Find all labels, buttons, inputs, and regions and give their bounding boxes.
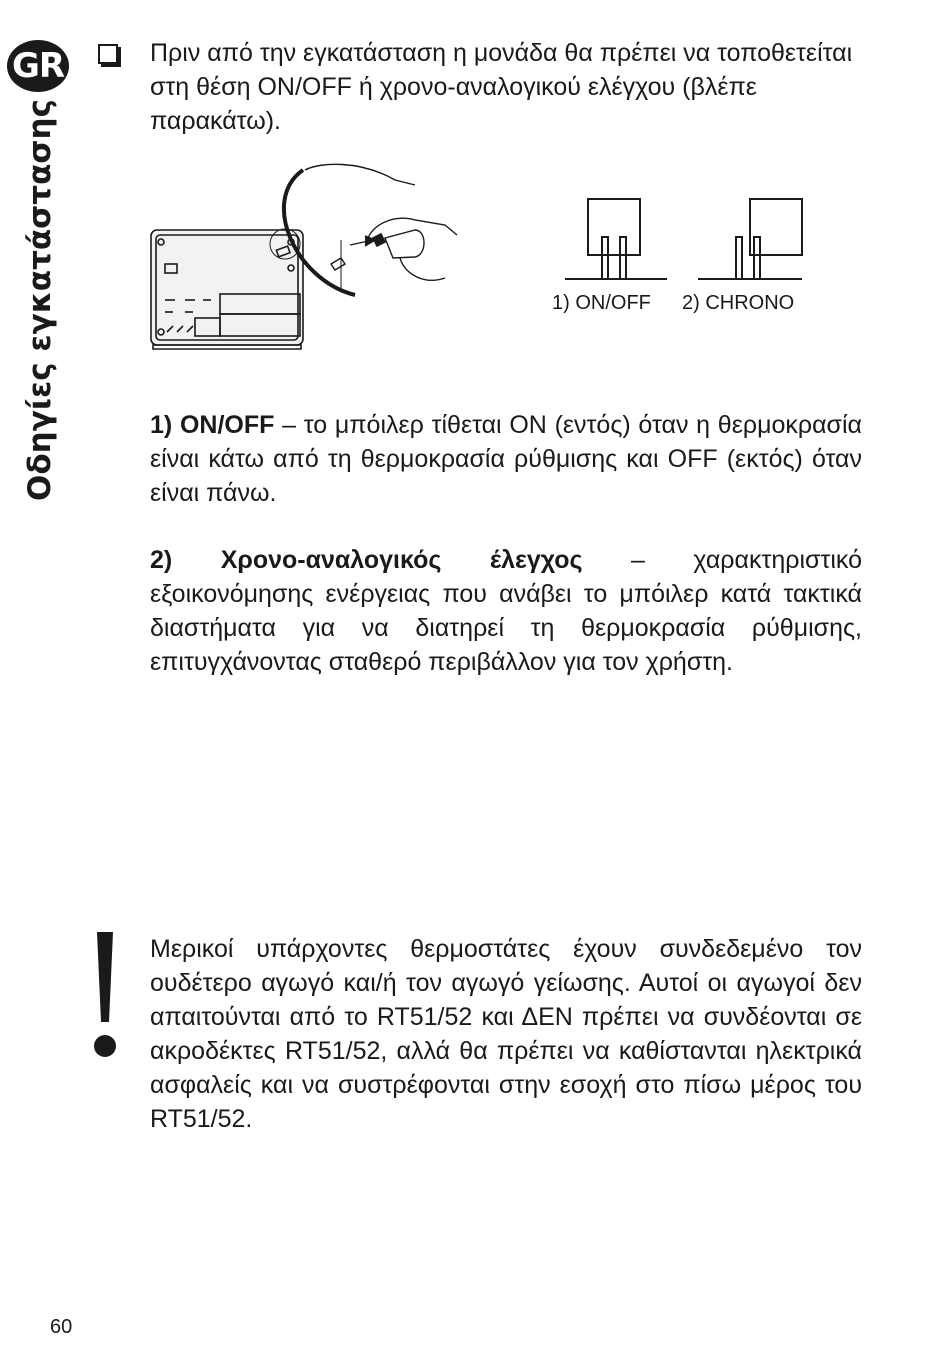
thermostat-illustration	[145, 160, 465, 355]
warning-exclamation-icon	[88, 928, 122, 1060]
language-badge: GR	[7, 40, 69, 92]
on-off-paragraph	[150, 408, 862, 510]
intro-paragraph: Πριν από την εγκατάσταση η μονάδα θα πρέπει να τοποθετείται στη θέση ON/OFF ή χρονο-αναλογικού ελέγχου (βλέπε παρακάτω).	[150, 39, 853, 135]
side-title-text: Οδηγίες εγκατάστασης	[22, 99, 58, 501]
chrono-heading: 2) Χρονο-αναλογικός έλεγχος	[150, 546, 583, 574]
page-number: 60	[50, 1316, 73, 1338]
switch-label-chrono: 2) CHRONO	[682, 292, 795, 314]
checkbox-bullet-icon	[98, 44, 118, 64]
on-off-text: – το μπόιλερ τίθεται ON (εντός) όταν η θερμοκρασία είναι κάτω από τη θερμοκρασία ρύθμισης και OFF (εκτός) όταν είναι πάνω.	[150, 411, 862, 507]
chrono-text: – χαρακτηριστικό εξοικονόμησης ενέργειας που ανάβει το μπόιλερ κατά τακτικά διαστήματα για να διατηρεί τη θερμοκρασία ρύθμισης, επιτυγχάνοντας σταθερό περιβάλλον για τον χρήστη.	[150, 546, 862, 676]
on-off-heading: 1) ON/OFF	[150, 411, 275, 439]
switch-label-on-off: 1) ON/OFF	[552, 292, 651, 314]
chrono-paragraph	[150, 543, 862, 679]
warning-paragraph: Μερικοί υπάρχοντες θερμοστάτες έχουν συνδεδεμένο τον ουδέτερο αγωγό και/ή τον αγωγό γείωσης. Αυτοί οι αγωγοί δεν απαιτούνται από το RT51/52 και ΔΕΝ πρέπει να συνδέονται σε ακροδέκτες RT51/52, αλλά θα πρέπει να καθίστανται ηλεκτρικά ασφαλείς και να συστρέφονται στην εσοχή στο πίσω μέρος του RT51/52.	[150, 935, 862, 1133]
